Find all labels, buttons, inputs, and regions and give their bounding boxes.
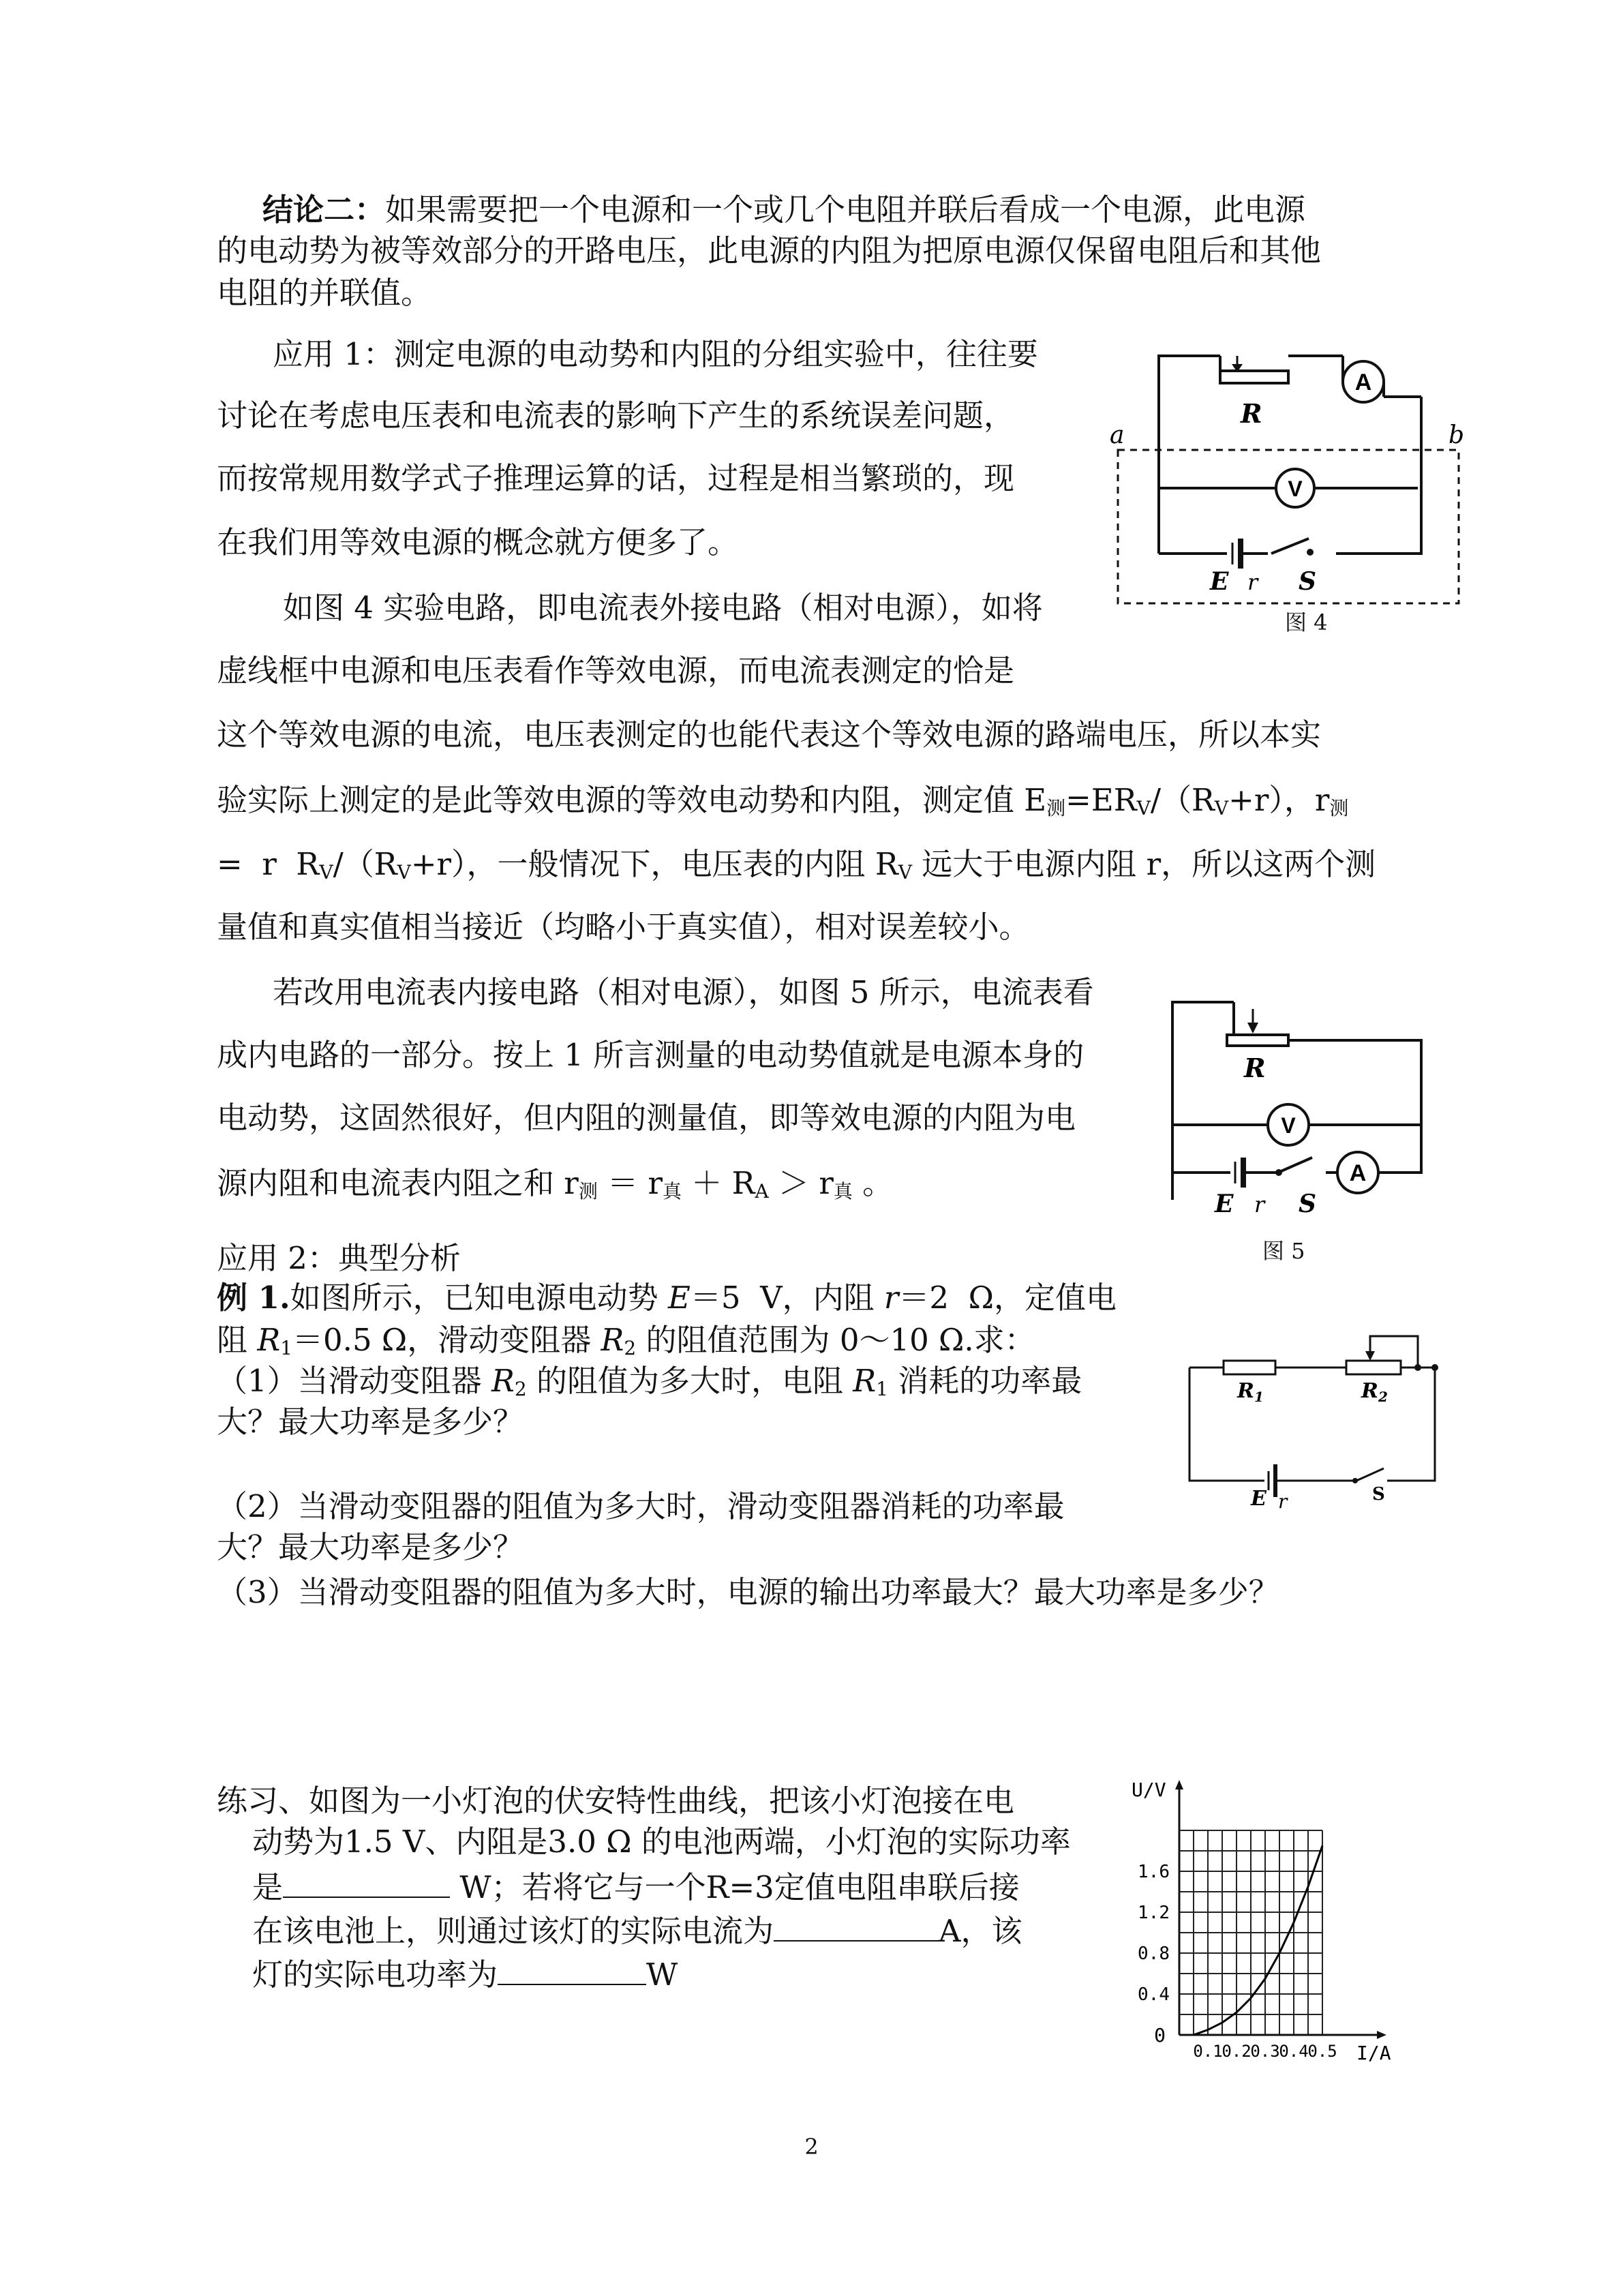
series-line: [1194, 1846, 1322, 2036]
app1-line-13: 电动势，这固然很好，但内阻的测量值，即等效电源的内阻为电: [217, 1100, 1076, 1136]
iv-curve-chart: [1118, 1779, 1431, 2064]
fig5-label-R: R: [1244, 1053, 1266, 1083]
fig5-voltmeter-label: V: [1281, 1113, 1296, 1138]
x-tick-label: 0.1: [1193, 2042, 1223, 2061]
example-line-1: 例 1.如图所示，已知电源电动势 E＝5 V，内阻 r＝2 Ω，定值电: [217, 1280, 1117, 1316]
fig4-label-b: b: [1448, 421, 1465, 449]
y-tick-label: 0.8: [1138, 1944, 1170, 1964]
x-axis-label: I/A: [1356, 2042, 1391, 2064]
app1-line-12: 成内电路的一部分。按上 1 所言测量的电动势值就是电源本身的: [217, 1037, 1084, 1073]
y-axis-arrow: [1175, 1780, 1183, 1789]
answer-blank-current[interactable]: [774, 1910, 939, 1942]
app1-line-9: = r $R_V/(R_V+r)$，一般情况下，电压表的内阻 $R_V$ 远大于电源内阻 r，所以这两个测: [217, 846, 1376, 883]
app1-line-7: 这个等效电源的电流，电压表测定的也能代表这个等效电源的路端电压，所以本实: [217, 716, 1322, 753]
app1-line-11: 若改用电流表内接电路（相对电源），如图 5 所示，电流表看: [273, 974, 1094, 1010]
fig5-label-S: S: [1299, 1190, 1316, 1218]
fig5-label-r: r: [1254, 1192, 1265, 1218]
example-label-R1: $R_1$: [1237, 1379, 1264, 1405]
practice-line-3: 是 W；若将它与一个R=3定值电阻串联后接: [252, 1867, 1020, 1907]
app2-title: 应用 2：典型分析: [217, 1240, 461, 1276]
answer-blank-power-2[interactable]: [498, 1954, 646, 1985]
fig5-ammeter-label: A: [1349, 1160, 1367, 1186]
figure-4-caption: 图 4: [1285, 609, 1328, 635]
x-axis-arrow: [1377, 2031, 1386, 2039]
y-axis-label: U/V: [1132, 1779, 1166, 1801]
practice-line-5: 灯的实际电功率为 W: [252, 1954, 678, 1994]
example-label-r: r: [1278, 1490, 1288, 1513]
app1-line-1: 应用 1：测定电源的电动势和内阻的分组实验中，往往要: [273, 336, 1038, 372]
example-label-S: S: [1372, 1484, 1385, 1505]
question-1-line-2: 大？最大功率是多少？: [217, 1404, 524, 1440]
practice-line-4: 在该电池上，则通过该灯的实际电流为 A，该: [252, 1910, 1022, 1950]
fig4-label-R: R: [1241, 398, 1262, 429]
example-circuit: [1183, 1329, 1455, 1513]
conclusion-head: 结论二：: [262, 192, 386, 228]
page-number: 2: [804, 2134, 819, 2160]
y-tick-label: 1.6: [1138, 1862, 1170, 1882]
y-tick-label: 1.2: [1138, 1903, 1170, 1923]
fig4-label-S: S: [1299, 567, 1316, 596]
figure-5-caption: 图 5: [1262, 1238, 1305, 1264]
example-label-E: E: [1251, 1487, 1266, 1511]
x-tick-label: 0.5: [1307, 2042, 1337, 2061]
x-tick-label: 0.2: [1222, 2042, 1252, 2061]
app1-line-8: 验实际上测定的是此等效电源的等效电动势和内阻，测定值 $E_测=ER_V/(R_V+r)$，$r_测$: [217, 782, 1349, 819]
fig5-label-E: E: [1215, 1190, 1234, 1218]
figure-4-circuit: [1104, 341, 1472, 614]
origin-label: 0: [1154, 2024, 1166, 2046]
practice-line-2: 动势为1.5 V、内阻是3.0 Ω 的电池两端，小灯泡的实际功率: [252, 1824, 1071, 1860]
app1-line-10: 量值和真实值相当接近（均略小于真实值），相对误差较小。: [217, 909, 1030, 945]
conclusion-line-1: 结论二：如果需要把一个电源和一个或几个电阻并联后看成一个电源，此电源: [262, 192, 1306, 228]
x-tick-label: 0.3: [1250, 2042, 1280, 2061]
question-2-line-2: 大？最大功率是多少？: [217, 1529, 524, 1565]
y-tick-label: 0.4: [1138, 1984, 1170, 2005]
x-tick-label: 0.4: [1279, 2042, 1309, 2061]
fig4-ammeter-label: A: [1354, 369, 1372, 395]
question-2-line-1: （2）当滑动变阻器的阻值为多大时，滑动变阻器消耗的功率最: [217, 1488, 1065, 1524]
example-label-R2: $R_2$: [1361, 1379, 1388, 1405]
fig4-label-E: E: [1210, 567, 1229, 596]
app1-line-14: 源内阻和电流表内阻之和 $r_测 = r_真 + R_A > r_真$ 。: [217, 1165, 894, 1203]
app1-line-3: 而按常规用数学式子推理运算的话，过程是相当繁琐的，现: [217, 460, 1015, 496]
app1-line-6: 虚线框中电源和电压表看作等效电源，而电流表测定的恰是: [217, 652, 1015, 689]
example-line-2: 阻 $R_1=0.5$ Ω，滑动变阻器 $R_2$ 的阻值范围为 0～10 Ω.求：: [217, 1322, 1035, 1359]
conclusion-line-3: 电阻的并联值。: [217, 275, 432, 311]
answer-blank-power[interactable]: [283, 1867, 450, 1898]
figure-5-circuit: [1159, 995, 1486, 1220]
question-1-line-1: （1）当滑动变阻器 $R_2$ 的阻值为多大时，电阻 $R_1$ 消耗的功率最: [217, 1363, 1082, 1400]
fig4-label-r: r: [1247, 569, 1258, 595]
question-3: （3）当滑动变阻器的阻值为多大时，电源的输出功率最大？最大功率是多少？: [217, 1574, 1279, 1610]
conclusion-line-2: 的电动势为被等效部分的开路电压，此电源的内阻为把原电源仅保留电阻后和其他: [217, 232, 1322, 269]
app1-line-4: 在我们用等效电源的概念就方便多了。: [217, 524, 739, 560]
fig4-voltmeter-label: V: [1288, 477, 1303, 501]
app1-line-2: 讨论在考虑电压表和电流表的影响下产生的系统误差问题，: [217, 397, 1015, 434]
fig4-label-a: a: [1110, 421, 1125, 449]
practice-line-1: 练习、如图为一小灯泡的伏安特性曲线，把该小灯泡接在电: [217, 1783, 1015, 1819]
app1-line-5: 如图 4 实验电路，即电流表外接电路（相对电源），如将: [283, 590, 1043, 626]
